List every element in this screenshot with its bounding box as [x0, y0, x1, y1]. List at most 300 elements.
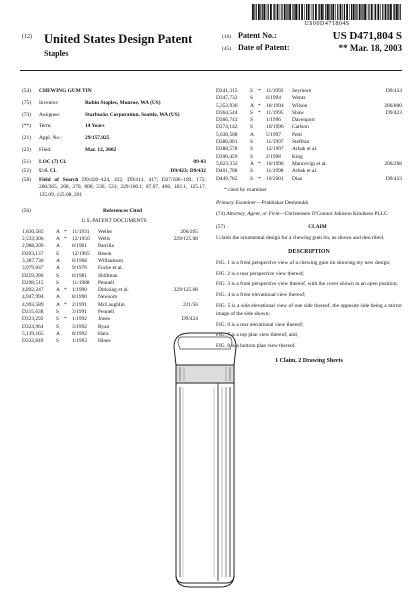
reference-s: * — [64, 236, 67, 243]
reference-d: 6/1961 — [72, 243, 87, 250]
reference-d: 8/1990 — [72, 294, 87, 301]
barcode-number: US00D471804S — [304, 21, 350, 27]
reference-cls — [362, 146, 402, 153]
references-subtitle: U.S. PATENT DOCUMENTS — [81, 217, 147, 224]
reference-k: A — [56, 265, 60, 272]
reference-s — [64, 324, 72, 331]
barcode-bar — [367, 4, 368, 20]
reference-cls — [158, 309, 198, 316]
barcode-bar — [298, 4, 299, 20]
reference-cls — [362, 139, 402, 146]
uscl-code: (52) — [22, 167, 31, 174]
reference-k: A — [56, 243, 60, 250]
barcode-bar — [398, 4, 399, 20]
barcode-bar — [335, 4, 336, 20]
reference-s — [64, 280, 72, 287]
document-header-left — [22, 30, 192, 58]
patent-date-label: Date of Patent: — [238, 43, 290, 52]
reference-s: * — [64, 301, 67, 308]
barcode-bar — [313, 4, 314, 20]
barcode-bar — [382, 4, 383, 20]
reference-name: Diaz — [292, 175, 303, 182]
barcode-bar — [337, 4, 338, 20]
reference-name: Ryan — [98, 323, 110, 330]
uscl-label: U.S. Cl. — [39, 167, 57, 174]
claim-heading — [216, 224, 402, 232]
term-field — [22, 123, 206, 131]
claim-text: I claim the ornamental design for a chewing gum tin, as shown and described. — [216, 235, 385, 242]
reference-n: D366,743 — [216, 117, 238, 124]
reference-s: * — [64, 287, 67, 294]
reference-d: 11/1997 — [266, 139, 284, 146]
reference-k: S — [250, 95, 253, 102]
barcode-bar — [387, 4, 388, 20]
patent-number: US D471,804 S — [332, 30, 402, 42]
references-heading — [22, 208, 206, 216]
reference-row — [216, 124, 402, 131]
description-item: FIG. 3 is a front perspective view thereof, with the cover shown in an open position; — [216, 281, 398, 288]
reference-row — [216, 168, 402, 175]
reference-n: D364,544 — [216, 109, 238, 116]
reference-row — [22, 265, 206, 272]
barcode-bar — [254, 4, 255, 20]
reference-row — [22, 258, 206, 265]
title-field — [22, 88, 206, 96]
reference-d: 1/1996 — [266, 117, 281, 124]
barcode-bar — [346, 4, 348, 20]
reference-n: D390,459 — [216, 153, 238, 160]
reference-name: Shaw — [292, 109, 304, 116]
barcode-bar — [292, 4, 293, 20]
reference-n: D449,782 — [216, 175, 238, 182]
reference-n: 4,947,994 — [22, 294, 44, 301]
reference-name: Hara — [98, 330, 109, 337]
barcode-bar — [380, 4, 381, 20]
reference-name: Shillman — [98, 272, 118, 279]
barcode-bar — [377, 4, 379, 20]
reference-s — [258, 146, 266, 153]
reference-name: Jones — [98, 316, 110, 323]
reference-s: * — [258, 102, 261, 109]
patent-date-tag: (45) — [222, 46, 232, 52]
reference-k: S — [56, 272, 59, 279]
reference-n: D324,964 — [22, 323, 44, 330]
reference-d: 2/1991 — [72, 301, 87, 308]
reference-row — [22, 309, 206, 316]
reference-n: D315,638 — [22, 309, 44, 316]
reference-s — [258, 139, 266, 146]
reference-d: 12/1997 — [266, 146, 284, 153]
reference-name: Williamson — [98, 257, 123, 264]
reference-k: S — [250, 175, 253, 182]
barcode-bar — [332, 4, 334, 20]
reference-d: 11/1995 — [266, 109, 284, 116]
reference-cls — [158, 280, 198, 287]
reference-row — [216, 176, 402, 183]
appl-label: Appl. No.: — [39, 135, 62, 142]
reference-n: 2,533,306 — [22, 236, 44, 243]
barcode-bar — [353, 4, 355, 20]
reference-k: A — [56, 236, 60, 243]
reference-row — [22, 280, 206, 287]
primary-examiner-label: Primary Examiner — [216, 199, 257, 206]
reference-k: S — [56, 316, 59, 323]
barcode-bar — [311, 4, 312, 20]
reference-n: 5,139,165 — [22, 330, 44, 337]
attorney-value: —Christensen O'Connor Johnson Kindness PLLC — [279, 210, 388, 217]
reference-d: 6/1981 — [72, 272, 87, 279]
reference-row — [216, 146, 402, 153]
barcode-bar — [388, 4, 389, 20]
inventor-code: (75) — [22, 99, 31, 106]
barcode-bar — [301, 4, 303, 20]
loc-label: LOC (7) Cl. — [39, 158, 67, 165]
reference-k: S — [56, 323, 59, 330]
reference-row — [22, 229, 206, 236]
reference-n: D374,142 — [216, 124, 238, 131]
reference-n: 5,630,508 — [216, 131, 238, 138]
patent-date: ** Mar. 18, 2003 — [338, 43, 402, 53]
description-item: FIG. 8 is a bottom plan view thereof. — [216, 343, 296, 350]
reference-k: S — [250, 139, 253, 146]
reference-k: S — [56, 309, 59, 316]
header-rule — [20, 70, 402, 71]
reference-name: Petti — [292, 131, 302, 138]
reference-s — [258, 95, 266, 102]
reference-name: Seymore — [292, 88, 312, 94]
loc-code: (51) — [22, 158, 31, 165]
reference-cls: 206/265 — [180, 228, 198, 235]
reference-s — [258, 168, 266, 175]
reference-cls — [362, 95, 402, 102]
reference-k: S — [56, 250, 59, 257]
reference-name: Steffran — [292, 139, 310, 146]
reference-name: Wilson — [292, 102, 308, 109]
barcode-bar — [340, 4, 342, 20]
reference-name: Weller — [98, 228, 113, 235]
filed-field — [22, 147, 206, 155]
reference-cls: 229/125.08 — [173, 287, 198, 294]
barcode-bar — [273, 4, 274, 20]
reference-row — [216, 95, 402, 102]
barcode-bar — [260, 4, 261, 20]
reference-n: 5,823,332 — [216, 160, 238, 167]
barcode-bar — [252, 4, 254, 20]
reference-row — [22, 273, 206, 280]
description-item: FIG. 2 is a rear perspective view thereof; — [216, 270, 305, 277]
search-field — [22, 177, 206, 200]
reference-row — [216, 103, 402, 110]
reference-n: 4,892,247 — [22, 287, 44, 294]
patent-number-tag: (10) — [222, 34, 232, 40]
reference-cls: D9/423 — [385, 109, 402, 116]
reference-name: Newsom — [98, 294, 118, 301]
reference-d: 11/1998 — [266, 168, 284, 175]
barcode-bar — [299, 4, 300, 20]
reference-s — [258, 154, 266, 161]
claim-code: (57) — [216, 224, 225, 231]
reference-k: S — [250, 124, 253, 131]
reference-k: S — [250, 88, 253, 94]
reference-k: S — [56, 338, 59, 345]
reference-name: Beson — [98, 250, 112, 257]
loc-field — [22, 159, 206, 167]
reference-name: Parrilla — [98, 243, 114, 250]
reference-d: 8/1992 — [72, 330, 87, 337]
reference-n: D388,578 — [216, 146, 238, 153]
term-value: 14 Years — [85, 123, 105, 130]
reference-s: * — [258, 160, 261, 167]
reference-n: D298,515 — [22, 279, 44, 286]
reference-k: S — [250, 153, 253, 160]
barcode-bar — [375, 4, 376, 20]
reference-n: 3,387,736 — [22, 257, 44, 264]
reference-d: 12/1965 — [72, 250, 90, 257]
reference-name: Wells — [98, 236, 111, 243]
reference-d: 10/1996 — [266, 124, 284, 131]
barcode-bar — [329, 4, 330, 20]
barcode — [252, 4, 402, 20]
barcode-bar — [262, 4, 263, 20]
reference-cls — [158, 243, 198, 250]
inventor-short: Staples — [44, 49, 69, 58]
uscl-value: D9/423; D9/432 — [170, 167, 206, 174]
kind-tag: (12) — [22, 34, 32, 40]
reference-row — [22, 251, 206, 258]
barcode-bar — [393, 4, 394, 20]
assignee-code: (73) — [22, 111, 31, 118]
description-item: FIG. 7 is a top plan view thereof; and, — [216, 332, 299, 339]
reference-d: 10/1994 — [266, 102, 284, 109]
reference-name: Arbak et al. — [292, 168, 318, 175]
claims-summary: 1 Claim, 2 Drawing Sheets — [275, 358, 343, 365]
barcode-bar — [342, 4, 343, 20]
reference-row — [216, 161, 402, 168]
reference-n: D323,292 — [22, 316, 44, 323]
reference-k: A — [250, 102, 254, 109]
reference-row — [22, 287, 206, 294]
reference-cls — [158, 251, 198, 258]
reference-cls — [158, 294, 198, 301]
appl-value: 29/157,025 — [85, 135, 110, 142]
reference-row — [216, 117, 402, 124]
reference-row — [22, 302, 206, 309]
loc-value: 09-03 — [193, 158, 206, 165]
reference-name: Hines — [98, 338, 111, 345]
reference-cls: D9/424 — [181, 316, 198, 323]
barcode-bar — [368, 4, 369, 20]
barcode-bar — [396, 4, 398, 20]
term-code: (**) — [22, 123, 31, 130]
reference-k: S — [250, 109, 253, 116]
reference-name: Davenport — [292, 117, 315, 124]
reference-cls: D9/423 — [385, 175, 402, 182]
barcode-bar — [349, 4, 350, 20]
reference-d: 10/1998 — [266, 160, 284, 167]
reference-s — [64, 294, 72, 301]
reference-d: 2/1998 — [266, 153, 281, 160]
reference-n: D341,315 — [216, 88, 238, 94]
patent-date-row — [222, 42, 402, 54]
reference-d: 1/1990 — [72, 287, 87, 294]
barcode-bar — [270, 4, 272, 20]
reference-d: 11/1931 — [72, 228, 90, 235]
reference-n: 4,993,589 — [22, 301, 44, 308]
reference-s: * — [258, 88, 261, 94]
reference-s — [64, 309, 72, 316]
reference-cls — [362, 168, 402, 175]
reference-s: * — [258, 109, 261, 116]
reference-k: A — [56, 294, 60, 301]
document-header-right — [222, 30, 402, 54]
barcode-bar — [344, 4, 345, 20]
reference-row — [22, 243, 206, 250]
filed-value: Mar. 12, 2002 — [85, 147, 117, 154]
search-value: D9/420–424, 432, D9/414, 417; D27/186–189, 172; 206/265, 268, 270, 800; 530, 533; 229/160.1, 87.07, 406, 182.1, 125.17, 125.09, 125.08, 201 — [39, 176, 206, 199]
barcode-bar — [268, 4, 269, 20]
reference-s — [258, 117, 266, 124]
reference-d: 11/1993 — [266, 88, 284, 94]
barcode-bar — [321, 4, 323, 20]
title-value: CHEWING GUM TIN — [39, 88, 92, 94]
reference-cls — [158, 265, 198, 272]
reference-s — [64, 265, 72, 272]
barcode-bar — [281, 4, 282, 20]
document-type-title: United States Design Patent — [44, 32, 193, 46]
reference-s: * — [64, 316, 67, 323]
cited-by-examiner-note: * cited by examiner — [224, 186, 267, 193]
patent-number-label: Patent No.: — [238, 31, 277, 40]
inventor-field — [22, 100, 206, 108]
barcode-bar — [331, 4, 332, 20]
reference-row — [216, 88, 402, 95]
reference-cls — [362, 132, 402, 139]
primary-examiner-value: —Prabhakar Deshmukh — [256, 199, 309, 206]
reference-s — [258, 124, 266, 131]
reference-k: A — [250, 160, 254, 167]
barcode-bar — [306, 4, 307, 20]
barcode-bar — [355, 4, 356, 20]
reference-s — [64, 251, 72, 258]
appl-code: (21) — [22, 135, 31, 142]
reference-n: D259,396 — [22, 272, 44, 279]
reference-d: 6/1968 — [72, 257, 87, 264]
barcode-bar — [323, 4, 324, 20]
reference-k: A — [56, 330, 60, 337]
barcode-bar — [319, 4, 320, 20]
barcode-bar — [400, 4, 401, 20]
reference-name: Pennell — [98, 279, 115, 286]
barcode-bar — [304, 4, 305, 20]
reference-name: McLaughlin — [98, 301, 125, 308]
reference-cls: 206/268 — [384, 160, 402, 167]
primary-examiner — [216, 200, 402, 208]
reference-n: D401,708 — [216, 168, 238, 175]
inventor-value: Robin Staples, Monroe, WA (US) — [85, 99, 161, 106]
reference-d: 10/2001 — [266, 175, 284, 182]
inventor-label: Inventor: — [39, 99, 59, 106]
reference-k: A — [250, 131, 254, 138]
reference-name: Pennell — [98, 309, 115, 316]
barcode-bar — [289, 4, 291, 20]
reference-row — [22, 294, 206, 301]
reference-name: Arbak et al. — [292, 146, 318, 153]
barcode-bar — [266, 4, 267, 20]
reference-name: Focke et al. — [98, 265, 123, 272]
barcode-bar — [308, 4, 310, 20]
description-item: FIG. 1 is a front perspective view of a chewing gum tin showing my new design; — [216, 259, 391, 266]
chewing-gum-tin-drawing — [160, 325, 248, 590]
barcode-bar — [277, 4, 279, 20]
barcode-bar — [374, 4, 375, 20]
barcode-bar — [274, 4, 275, 20]
barcode-bar — [390, 4, 392, 20]
barcode-bar — [295, 4, 297, 20]
barcode-bar — [394, 4, 395, 20]
reference-n: 2,988,209 — [22, 243, 44, 250]
reference-n: D332,849 — [22, 338, 44, 345]
barcode-bar — [362, 4, 363, 20]
reference-s — [64, 331, 72, 338]
reference-n: D347,732 — [216, 95, 238, 102]
reference-d: 3/1991 — [72, 309, 87, 316]
reference-row — [22, 316, 206, 323]
reference-k: A — [56, 228, 60, 235]
description-item: FIG. 6 is a rear elevational view thereof; — [216, 321, 304, 328]
search-label: Field of Search — [39, 176, 79, 183]
reference-cls — [158, 273, 198, 280]
uscl-field — [22, 168, 206, 176]
reference-s — [258, 132, 266, 139]
barcode-bar — [286, 4, 287, 20]
reference-s — [64, 258, 72, 265]
reference-s — [64, 273, 72, 280]
barcode-bar — [351, 4, 352, 20]
barcode-bar — [287, 4, 288, 20]
barcode-bar — [318, 4, 319, 20]
barcode-bar — [356, 4, 357, 20]
reference-d: 1/1992 — [72, 316, 87, 323]
reference-n: D203,137 — [22, 250, 44, 257]
reference-n: 5,353,936 — [216, 102, 238, 109]
reference-d: 11/1988 — [72, 279, 90, 286]
reference-cls: 221/56 — [183, 301, 198, 308]
reference-k: A — [56, 301, 60, 308]
reference-s — [64, 243, 72, 250]
reference-cls — [362, 154, 402, 161]
barcode-bar — [315, 4, 317, 20]
reference-d: 9/1976 — [72, 265, 87, 272]
references-code: (56) — [22, 208, 31, 215]
reference-name: Wentz — [292, 95, 306, 102]
assignee-field — [22, 112, 206, 120]
barcode-bar — [263, 4, 265, 20]
reference-cls — [158, 258, 198, 265]
description-item: FIG. 5 is a side elevational view of one side thereof, the opposite side being a mirror image of the side shown; — [216, 303, 402, 317]
reference-k: S — [250, 168, 253, 175]
reference-n: 1,830,585 — [22, 228, 44, 235]
reference-name: Dirksing et al. — [98, 287, 129, 294]
reference-d: 1/1993 — [72, 338, 87, 345]
reference-s: * — [64, 228, 67, 235]
claim-title: CLAIM — [308, 224, 327, 231]
reference-k: S — [250, 146, 253, 153]
barcode-bar — [371, 4, 373, 20]
reference-d: 3/1992 — [72, 323, 87, 330]
reference-k: A — [56, 287, 60, 294]
references-list-right — [216, 88, 402, 183]
reference-d: 5/1997 — [266, 131, 281, 138]
